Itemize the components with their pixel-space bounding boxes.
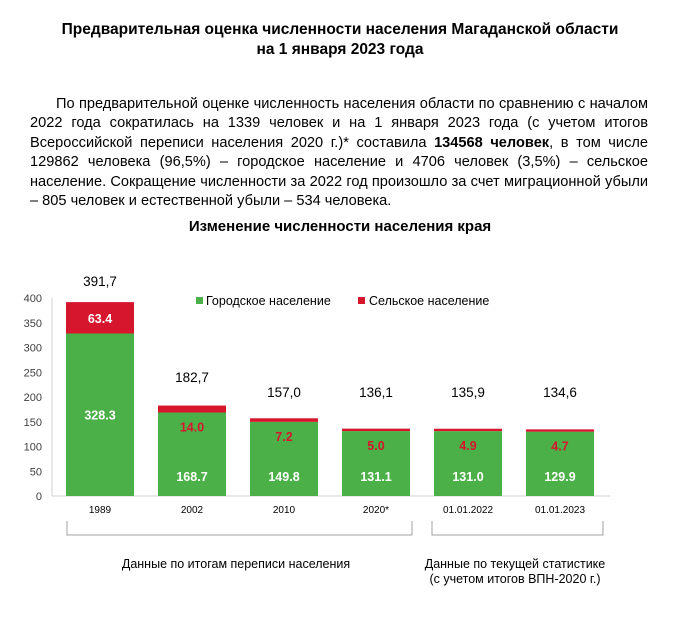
data-label-urban: 129.9	[544, 470, 576, 484]
paragraph-part-2: , в том числе 129862 человека (96,5%) – городское население и 4706 человек (3,5%) – сельское население. Сокращение численности за 2022 год произошло за счет миграционной убыли – 805 человек и естественной убыли – 534 человека.	[30, 134, 648, 210]
y-tick-label: 50	[29, 466, 42, 479]
data-label-total: 391,7	[83, 274, 117, 289]
y-tick-label: 350	[23, 317, 42, 330]
data-label-urban: 168.7	[176, 470, 208, 484]
x-tick-label: 2020*	[362, 505, 390, 516]
group-label-current-line-2: (с учетом итогов ВПН-2020 г.)	[429, 572, 601, 586]
bar-rural	[526, 429, 594, 431]
data-label-rural: 5.0	[367, 439, 385, 454]
y-tick-label: 0	[35, 491, 42, 503]
paragraph-bold-total: 134568 человек	[434, 134, 550, 151]
y-tick-label: 300	[23, 342, 42, 355]
data-label-total: 136,1	[359, 385, 393, 400]
group-label-current-line-1: Данные по текущей статистике	[424, 557, 606, 571]
data-label-rural: 4.7	[551, 439, 569, 454]
x-tick-label: 2002	[180, 505, 204, 516]
bar-rural	[158, 406, 226, 413]
group-bracket-census	[67, 521, 412, 535]
group-label-census: Данные по итогам переписи населения	[121, 557, 351, 571]
title-line-1: Предварительная оценка численности населения Магаданской области	[61, 21, 619, 38]
data-label-total: 157,0	[267, 385, 301, 400]
data-label-rural: 14.0	[179, 420, 205, 435]
paragraph-part-1: По предварительной оценке численность населения области по сравнению с началом 2022 года сократилась на 1339 человек и на 1 января 2023 года (с учетом итогов Всероссийской переписи населения 2020 г.)* составила	[30, 96, 648, 151]
y-tick-label: 250	[23, 367, 42, 380]
data-label-urban: 328.3	[84, 408, 116, 423]
x-tick-label: 2010	[272, 505, 296, 516]
data-label-total: 135,9	[451, 385, 485, 400]
legend-swatch-urban	[196, 297, 203, 304]
y-tick-label: 200	[23, 392, 42, 404]
data-label-total: 182,7	[175, 370, 209, 385]
data-label-urban: 131.0	[452, 470, 484, 484]
legend-label-urban: Городское население	[206, 294, 331, 308]
x-tick-label: 01.01.2022	[442, 505, 494, 516]
data-label-rural: 63.4	[87, 311, 113, 326]
legend-swatch-rural	[358, 297, 365, 304]
chart-title: Изменение численности населения края	[188, 218, 492, 235]
y-tick-label: 100	[23, 441, 42, 454]
group-label-current	[410, 557, 620, 587]
x-tick-label: 01.01.2023	[534, 505, 586, 516]
bar-rural	[434, 429, 502, 431]
data-label-rural: 4.9	[459, 439, 477, 454]
group-bracket-current	[432, 521, 603, 535]
y-tick-label: 150	[23, 416, 42, 429]
bar-rural	[250, 418, 318, 422]
data-label-urban: 131.1	[360, 470, 392, 484]
data-label-urban: 149.8	[268, 470, 300, 484]
data-label-total: 134,6	[543, 385, 577, 400]
legend-label-rural: Сельское население	[369, 294, 490, 308]
data-label-rural: 7.2	[275, 429, 293, 444]
y-tick-label: 400	[23, 293, 42, 305]
bar-rural	[342, 429, 410, 431]
x-tick-label: 1989	[88, 505, 112, 516]
title-line-2: на 1 января 2023 года	[256, 41, 424, 58]
